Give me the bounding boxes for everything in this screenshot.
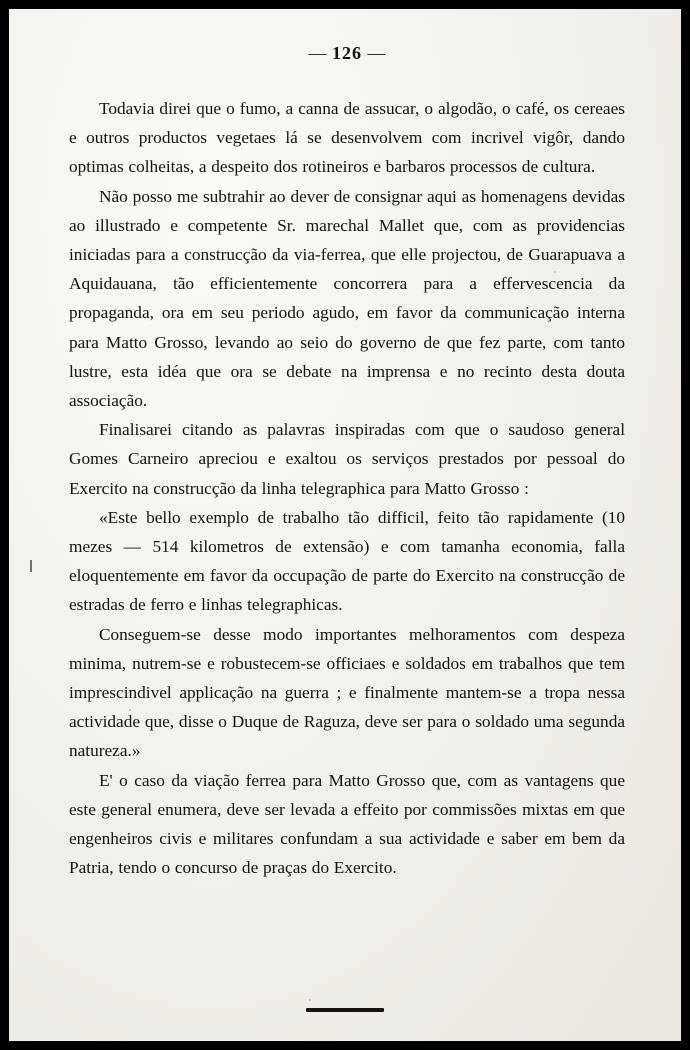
folio-dash-left: — [308,43,327,63]
page-number: 126 [332,43,362,63]
paragraph-1: Todavia direi que o fumo, a canna de assucar, o algodão, o café, os cereaes e outros productos vegetaes lá se desenvolvem com incrivel vigôr, dando optimas colheitas, a despeito dos rotineiros e barbaros processos de cultura. [69,99,625,177]
page-number-header [69,43,625,64]
paragraph-4-quotation: «Este bello exemplo de trabalho tão difficil, feito tão rapidamente (10 mezes — 514 kilometros de extensão) e com tamanha economia, falla eloquentemente em favor da occupação de parte do Exercito na construcção de estradas de ferro e linhas telegraphicas. [69,507,625,615]
paragraph-2: Não posso me subtrahir ao dever de consignar aqui as homenagens devidas ao illustrado e competente Sr. marechal Mallet que, com as providencias iniciadas para a construcção da via-ferrea, que elle projectou, de Guarapuava a Aquidauana, tão efficientemente concorrera para a effervescencia da propaganda, ora em seu periodo agudo, em favor da communicação interna para Matto Grosso, levando ao seio do governo de que fez parte, com tanto lustre, esta idéa que ora se debate na imprensa e no recinto desta douta associação. [69,186,625,411]
folio-dash-right: — [367,43,386,63]
paragraph-6: E' o caso da viação ferrea para Matto Grosso que, com as vantagens que este general enumera, deve ser levada a effeito por commissões mixtas em que engenheiros civis e militares confundam a sua actividade e saber em bem da Patria, tendo o concurso de praças do Exercito. [69,770,625,878]
page-content [9,9,681,1041]
end-ornament [9,999,681,1017]
horizontal-rule-icon [306,1008,384,1012]
paragraph-3: Finalisarei citando as palavras inspiradas com que o saudoso general Gomes Carneiro apreciou e exaltou os serviços prestados por pessoal do Exercito na construcção da linha telegraphica para Matto Grosso : [69,420,625,498]
paragraph-5: Conseguem-se desse modo importantes melhoramentos com despeza minima, nutrem-se e robustecem-se officiaes e soldados em trabalhos que tem imprescindivel applicação na guerra ; e finalmente mantem-se a tropa nessa actividade que, disse o Duque de Raguza, deve ser para o soldado uma segunda natureza.» [69,624,625,761]
